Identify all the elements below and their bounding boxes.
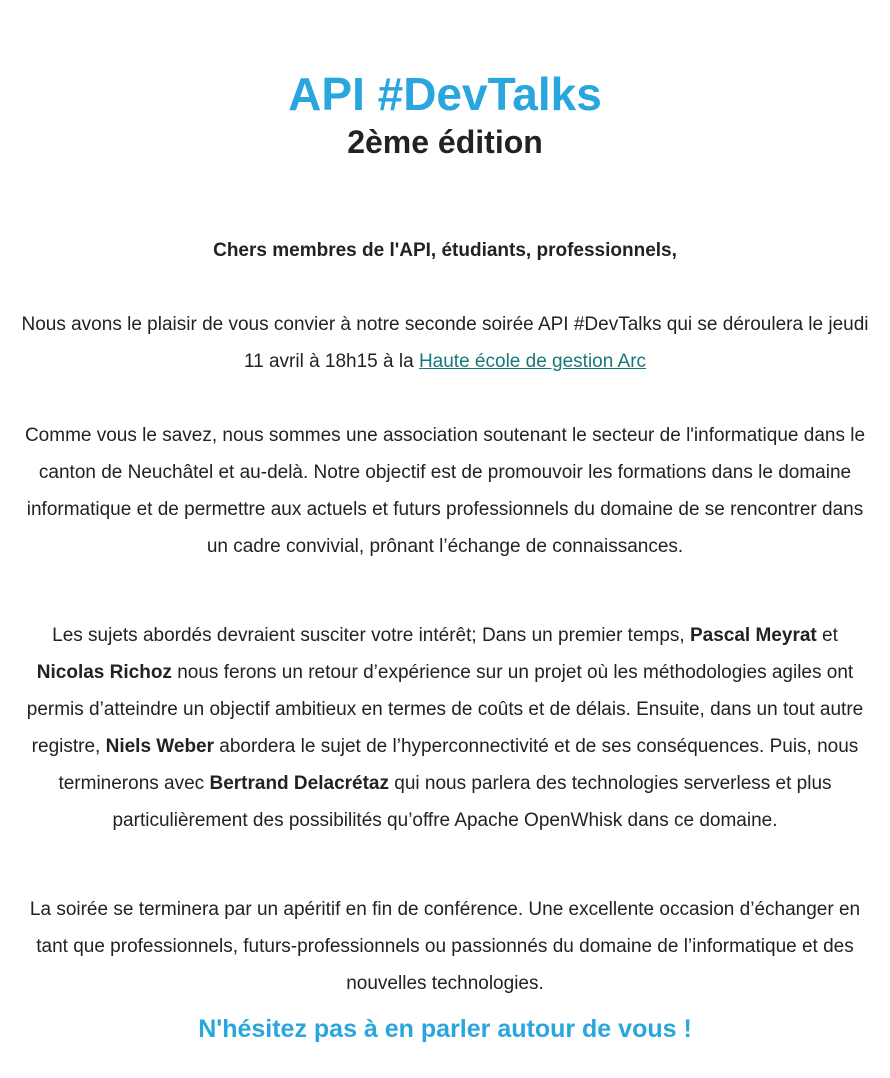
about-paragraph: Comme vous le savez, nous sommes une association soutenant le secteur de l'informatique dans le canton de Neuchâtel et au-delà. Notre objectif est de promouvoir les formations dans le domaine informatique et de permettre aux actuels et futurs professionnels du domaine de se rencontrer dans un cadre convivial, prônant l’échange de connaissances.: [24, 425, 866, 557]
topics-text-5: qui nous parlera des technologies serverless et plus particulièrement des possibilités qu’offre Apache OpenWhisk dans ce domaine.: [112, 773, 832, 831]
topics-text-4: abordera le sujet de l’hyperconnectivité et de ses conséquences. Puis, nous terminerons avec: [58, 736, 859, 794]
greeting-line: Chers membres de l'API, étudiants, professionnels,: [213, 240, 677, 261]
venue-link[interactable]: Haute école de gestion Arc: [418, 351, 647, 372]
page-title: API #DevTalks: [288, 68, 602, 120]
speaker-name: Niels Weber: [105, 736, 215, 757]
speaker-name: Bertrand Delacrétaz: [209, 773, 389, 794]
call-to-action: N'hésitez pas à en parler autour de vous !: [198, 1015, 692, 1043]
intro-paragraph: [18, 306, 872, 380]
speaker-name: Pascal Meyrat: [689, 625, 817, 646]
closing-paragraph: La soirée se terminera par un apéritif en fin de conférence. Une excellente occasion d’échanger en tant que professionnels, futurs-professionnels ou passionnés du domaine de l’informatique et des nouvelles technologies.: [29, 899, 861, 994]
intro-text: Nous avons le plaisir de vous convier à notre seconde soirée API #DevTalks qui se déroulera le jeudi 11 avril à 18h15 à la: [21, 314, 869, 372]
speaker-name: Nicolas Richoz: [36, 662, 172, 683]
topics-text-1: Les sujets abordés devraient susciter votre intérêt; Dans un premier temps,: [52, 625, 690, 646]
topics-text-2: et: [816, 625, 838, 646]
topics-paragraph: [18, 617, 872, 839]
topics-text-3: nous ferons un retour d’expérience sur un projet où les méthodologies agiles ont permis d’atteindre un objectif ambitieux en termes de coûts et de délais. Ensuite, dans un tout autre registre,: [26, 662, 864, 757]
page-subtitle: 2ème édition: [347, 124, 543, 160]
